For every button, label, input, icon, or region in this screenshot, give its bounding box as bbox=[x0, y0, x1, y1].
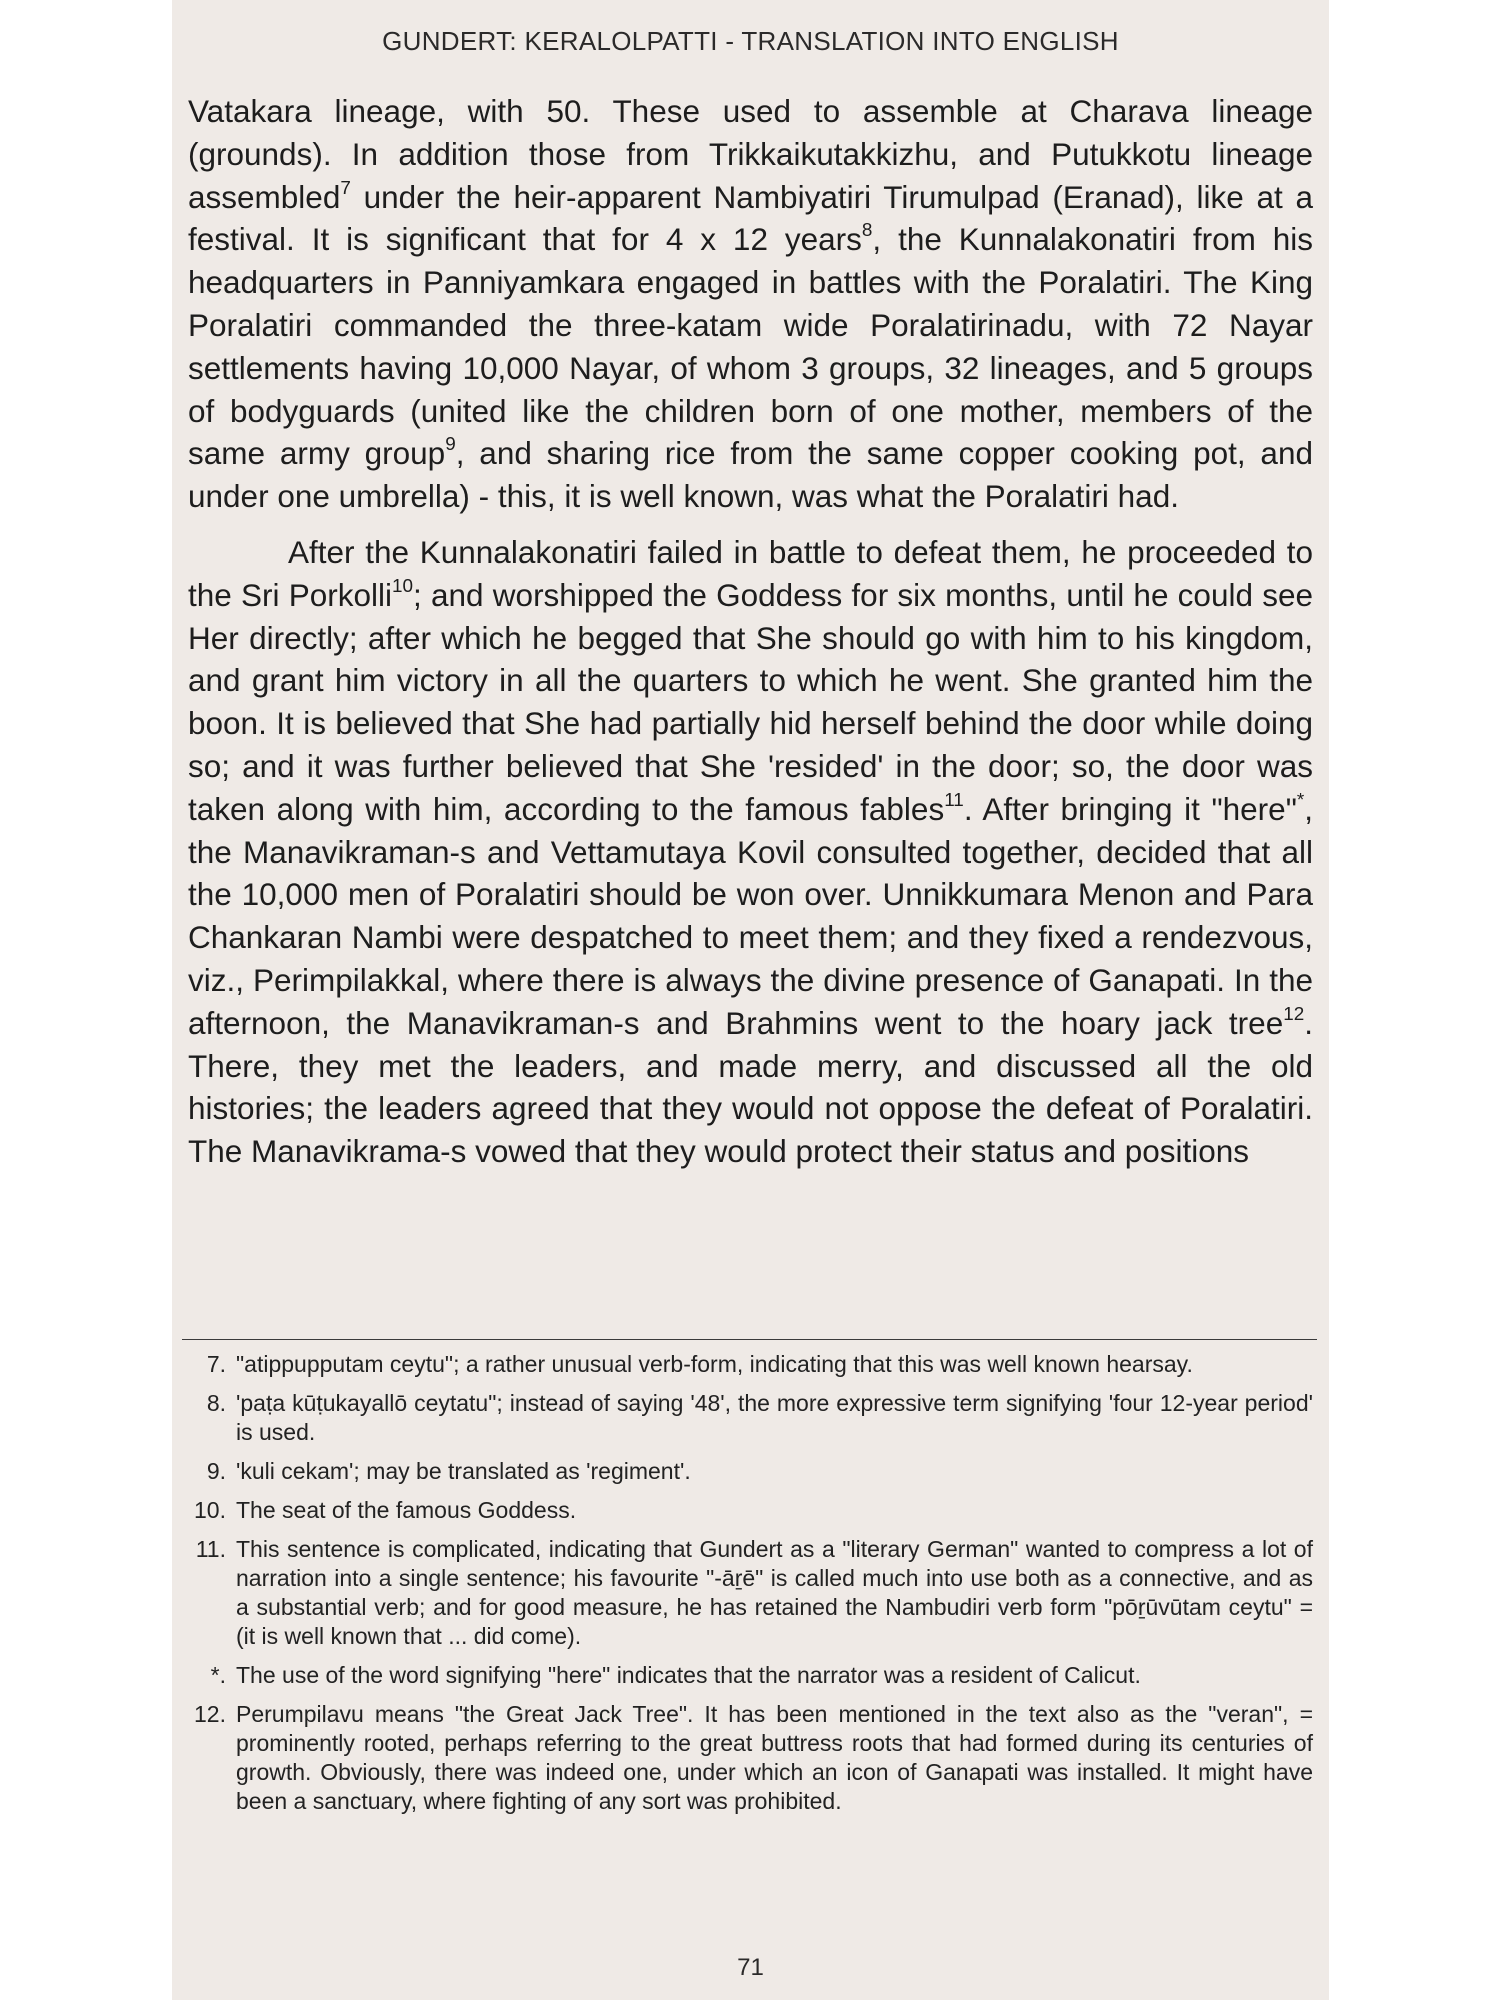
footnote-divider bbox=[182, 1339, 1317, 1340]
footnote-ref-9: 9 bbox=[445, 434, 456, 456]
footnote: 10. The seat of the famous Goddess. bbox=[194, 1497, 577, 1523]
footnote-ref-star: * bbox=[1296, 789, 1305, 811]
footnote: 8. 'paṭa kūṭukayallō ceytatu"; instead of saying '48', the more expressive term signifying 'four 12-year period' is used. bbox=[206, 1390, 1313, 1445]
page-number: 71 bbox=[737, 1954, 764, 1981]
paragraph-1: Vatakara lineage, with 50. These used to assemble at Charava lineage (grounds). In addition those from Trikkaikutakkizhu, and Putukkotu lineage assembled$^7$ under the heir-apparent Nambiyatiri Tirumulpad (Eranad), like at a festival. It is significant that for 4 x 12 years$^8$, the Kunnalakonatiri from his headquarters in Panniyamkara engaged in battles with the Poralatiri. The King Poralatiri commanded the three-katam wide Poralatirinadu, with 72 Nayar settlements having 10,000 Nayar, of whom 3 groups, 32 lineages, and 5 groups of bodyguards (united like the children born of one mother, members of the same army group$^9$, and sharing rice from the same copper cooking pot, and under one umbrella) - this, it is well known, was what the Poralatiri had. bbox=[188, 93, 1313, 515]
main-text bbox=[188, 90, 1313, 1173]
footnote: 7. "atippupputam ceytu"; a rather unusual verb-form, indicating that this was well known hearsay. bbox=[206, 1351, 1193, 1377]
footnote: 12. Perumpilavu means "the Great Jack Tree". It has been mentioned in the text also as the "veran", = prominently rooted, perhaps referring to the great buttress roots that had formed during its centuries of growth. Obviously, there was indeed one, under which an icon of Ganapati was installed. It might have been a sanctuary, where fighting of any sort was prohibited. bbox=[194, 1701, 1313, 1814]
footnotes bbox=[186, 1350, 1313, 1826]
footnote-ref-12: 12 bbox=[1283, 1003, 1305, 1025]
book-page bbox=[172, 0, 1329, 2000]
paragraph-2: After the Kunnalakonatiri failed in battle to defeat them, he proceeded to the Sri Porkolli$^{10}$; and worshipped the Goddess for six months, until he could see Her directly; after which he begged that She should go with him to his kingdom, and grant him victory in all the quarters to which he went. She granted him the boon. It is believed that She had partially hid herself behind the door while doing so; and it was further believed that She 'resided' in the door; so, the door was taken along with him, according to the famous fables$^{11}$. After bringing it "here"*, the Manavikraman-s and Vettamutaya Kovil consulted together, decided that all the 10,000 men of Poralatiri should be won over. Unnikkumara Menon and Para Chankaran Nambi were despatched to meet them; and they fixed a rendezvous, viz., Perimpilakkal, where there is always the divine presence of Ganapati. In the afternoon, the Manavikraman-s and Brahmins went to the hoary jack tree$^{12}$. There, they met the leaders, and made merry, and discussed all the old histories; the leaders agreed that they would not oppose the defeat of Poralatiri. The Manavikrama-s vowed that they would protect their status and positions bbox=[188, 533, 1313, 1170]
footnote-ref-7: 7 bbox=[340, 177, 351, 199]
footnote-ref-8: 8 bbox=[861, 220, 873, 242]
footnote-ref-11: 11 bbox=[944, 789, 964, 811]
footnote-ref-10: 10 bbox=[392, 575, 414, 597]
footnote: 11. This sentence is complicated, indicating that Gundert as a "literary German" wanted to compress a lot of narration into a single sentence; his favourite "-āṟē" is called much into use both as a connective, and as a substantial verb; and for good measure, he has retained the Nambudiri verb form "pōṟūvūtam ceytu" = (it is well known that ... did come). bbox=[195, 1536, 1313, 1649]
footnote: 9. 'kuli cekam'; may be translated as 'regiment'. bbox=[206, 1458, 691, 1484]
footnote: *. The use of the word signifying "here" indicates that the narrator was a resident of Calicut. bbox=[210, 1662, 1141, 1688]
running-header: GUNDERT: KERALOLPATTI - TRANSLATION INTO ENGLISH bbox=[382, 26, 1119, 56]
